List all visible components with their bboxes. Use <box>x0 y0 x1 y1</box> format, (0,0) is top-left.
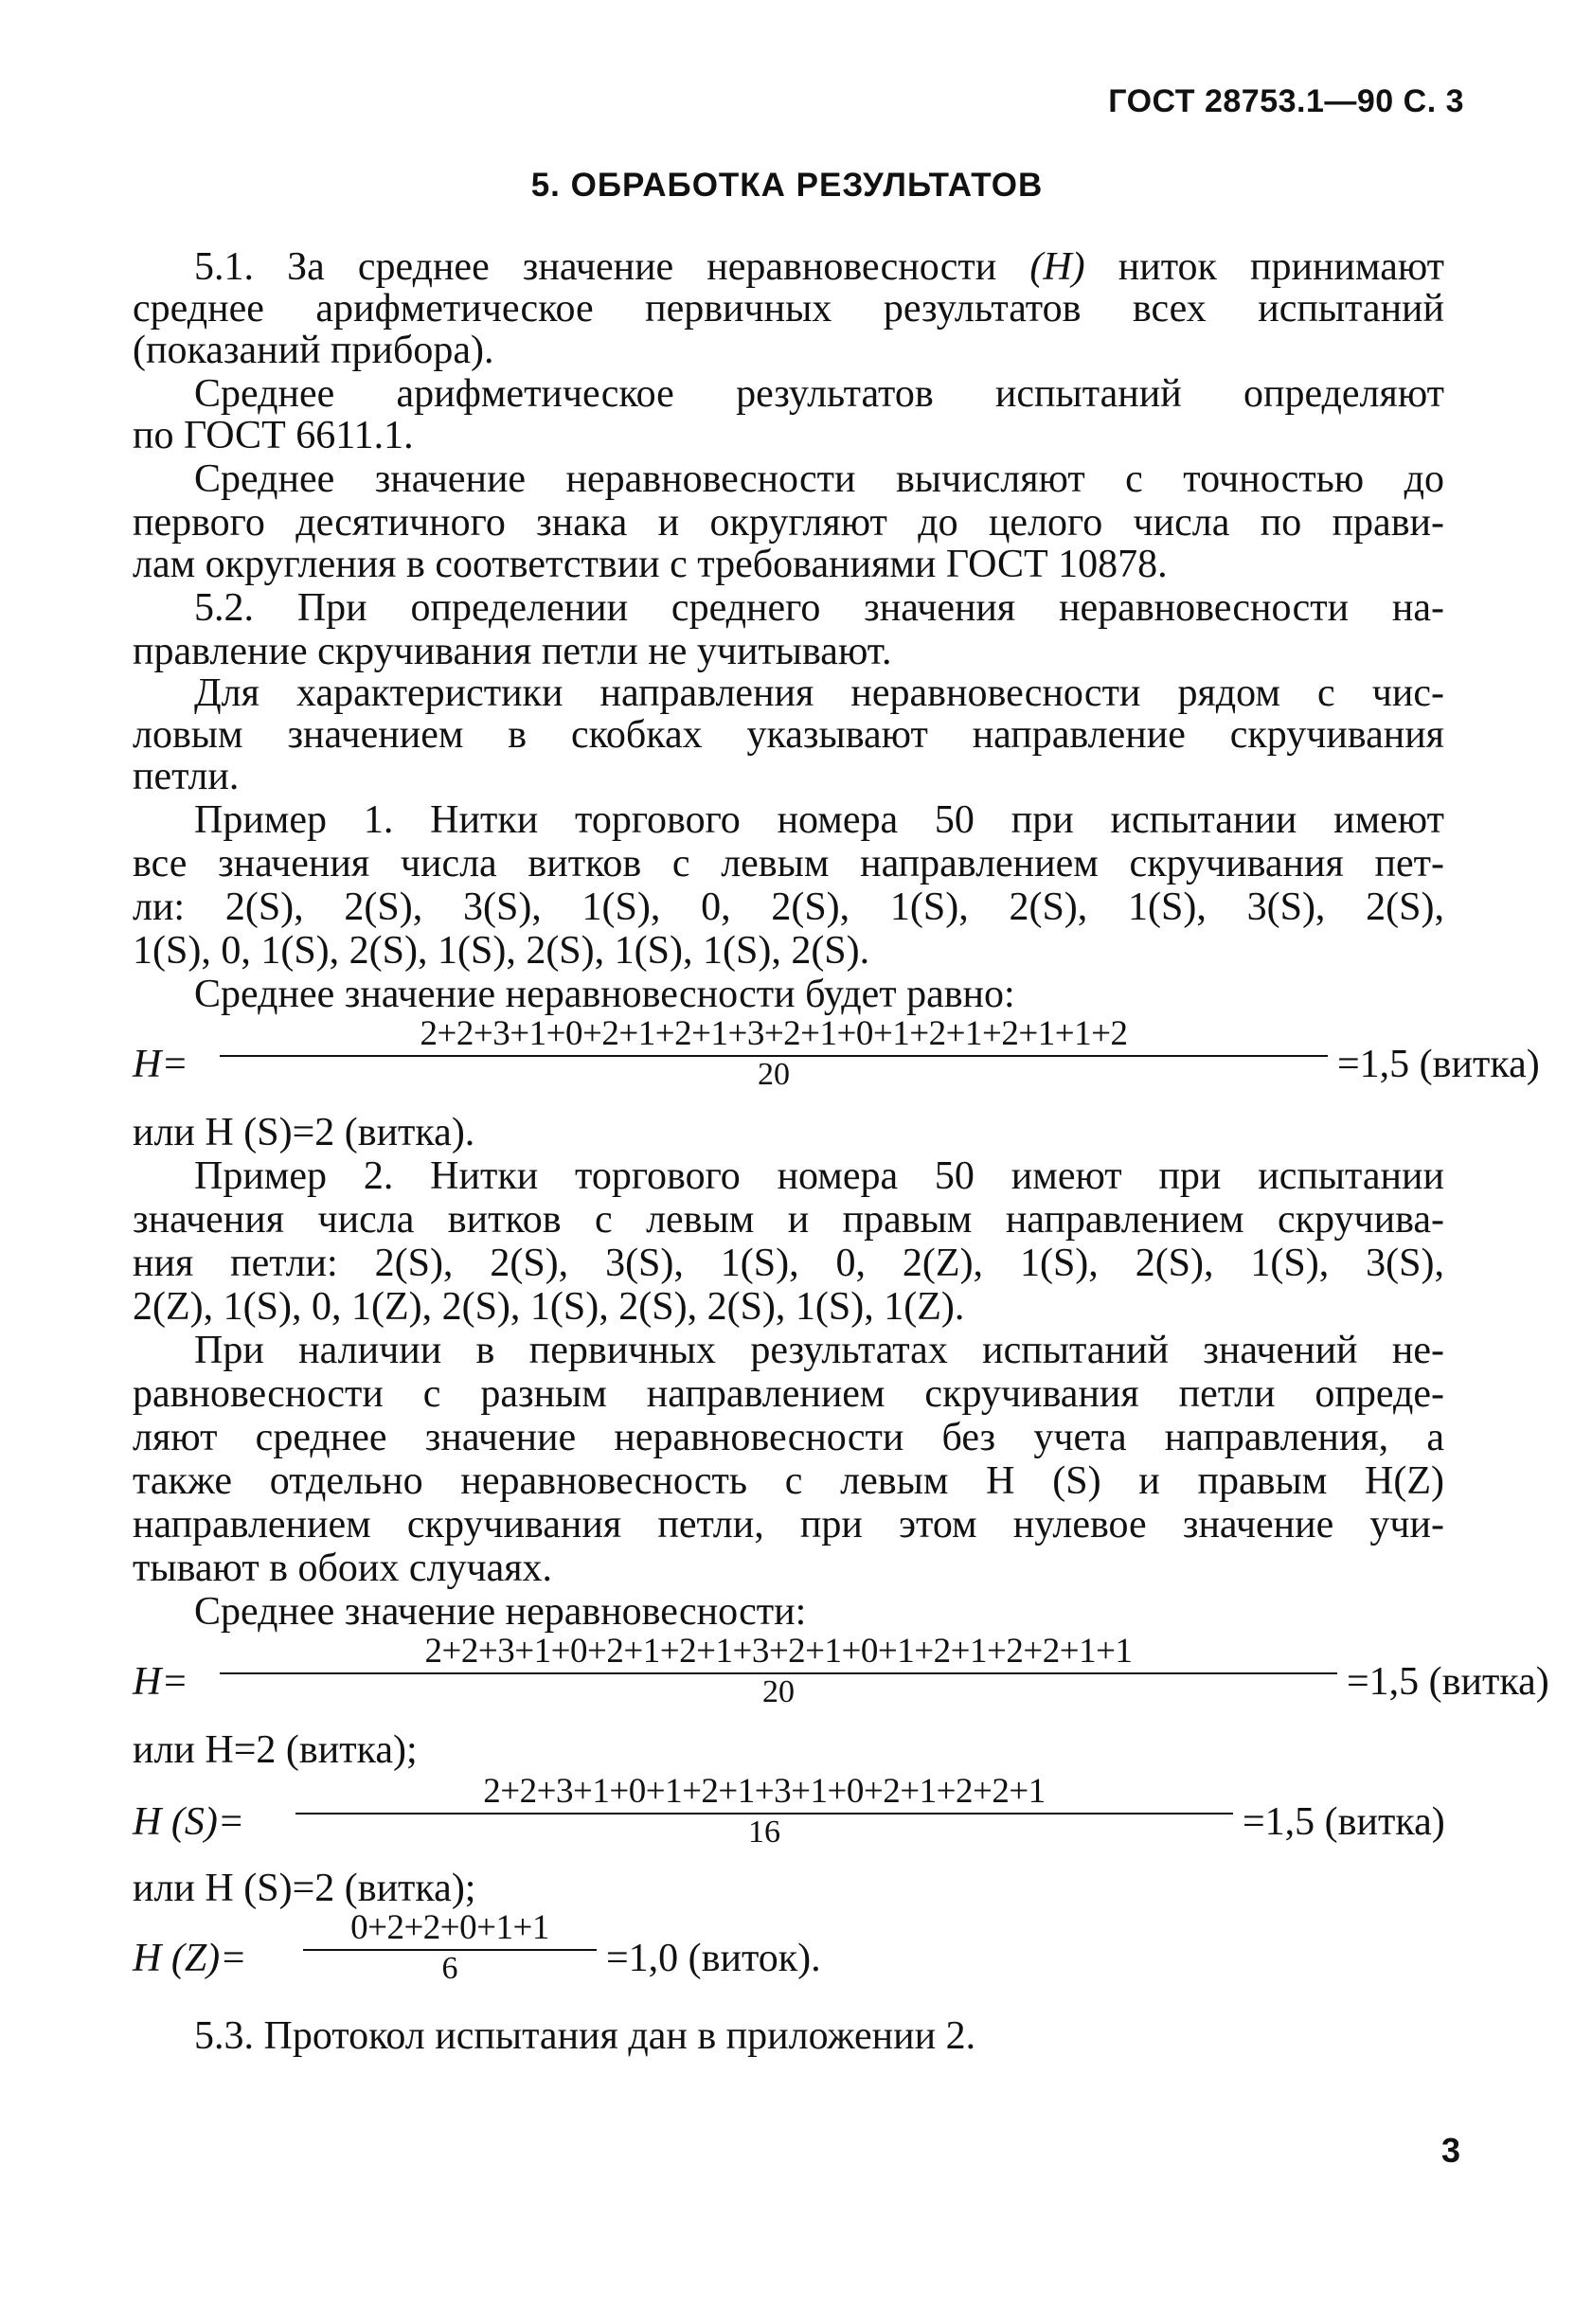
paragraph-line: тывают в обоих случаях. <box>133 1546 553 1590</box>
formula-lhs: H= <box>133 1660 188 1704</box>
formula-fraction <box>303 1909 597 1987</box>
formula-fraction <box>295 1773 1233 1850</box>
formula-mean-example-2 <box>133 1632 1549 1720</box>
paragraph-line: все значения числа витков с левым направлением скручивания пет- <box>133 842 1444 885</box>
formula-numerator: 2+2+3+1+0+2+1+2+1+3+2+1+0+1+2+1+2+1+1+2 <box>420 1014 1128 1053</box>
paragraph-line: также отдельно неравновесность с левым H (S) и правым H(Z) <box>133 1459 1444 1503</box>
page-header: ГОСТ 28753.1—90 С. 3 <box>1108 83 1464 119</box>
paragraph-line: Среднее значение неравновесности: <box>194 1590 807 1634</box>
paragraph-line: значения числа витков с левым и правым направлением скручива- <box>133 1198 1444 1242</box>
paragraph-line: Среднее значение неравновесности будет равно: <box>194 973 1015 1016</box>
paragraph-line: петли. <box>133 755 240 798</box>
paragraph-line: Пример 2. Нитки торгового номера 50 имеют при испытании <box>194 1154 1444 1198</box>
formula-lhs: H= <box>133 1043 188 1086</box>
formula-mean-right <box>133 1909 1444 1996</box>
paragraph-line: 5.2. При определении среднего значения неравновесности на- <box>194 586 1444 630</box>
formula-denominator: 16 <box>748 1815 780 1850</box>
paragraph-line: или H=2 (витка); <box>133 1728 418 1772</box>
paragraph-line: Среднее значение неравновесности вычисляют с точностью до <box>194 457 1444 501</box>
paragraph-line: правление скручивания петли не учитывают. <box>133 630 892 673</box>
paragraph-line: направлением скручивания петли, при этом нулевое значение учи- <box>133 1503 1444 1546</box>
paragraph-line: 1(S), 0, 1(S), 2(S), 1(S), 2(S), 1(S), 1(S), 2(S). <box>133 929 870 973</box>
paragraph-line: среднее арифметическое первичных результатов всех испытаний <box>133 287 1444 331</box>
paragraph-line: равновесности с разным направлением скручивания петли опреде- <box>133 1372 1444 1416</box>
paragraph-line <box>194 244 1444 290</box>
paragraph-line: (показаний прибора). <box>133 329 494 372</box>
formula-numerator: 2+2+3+1+0+1+2+1+3+1+0+2+1+2+2+1 <box>483 1772 1046 1811</box>
paragraph-line: ловым значением в скобках указывают направление скручивания <box>133 713 1444 757</box>
paragraph-line: по ГОСТ 6611.1. <box>133 414 414 457</box>
formula-numerator: 2+2+3+1+0+2+1+2+1+3+2+1+0+1+2+1+2+2+1+1 <box>424 1632 1133 1671</box>
formula-fraction <box>220 1633 1337 1710</box>
paragraph-line: ляют среднее значение неравновесности без учета направления, а <box>133 1416 1444 1459</box>
paragraph-line: или H (S)=2 (витка); <box>133 1867 476 1910</box>
formula-denominator: 20 <box>758 1057 790 1092</box>
formula-rhs: =1,5 (витка) <box>1347 1660 1549 1704</box>
paragraph-line: или H (S)=2 (витка). <box>133 1111 475 1154</box>
paragraph-line: При наличии в первичных результатах испытаний значений не- <box>194 1329 1444 1372</box>
formula-mean-example-1 <box>133 1014 1540 1102</box>
text-fragment: 5.1. За среднее значение неравновесности <box>194 245 997 289</box>
page-number: 3 <box>1440 2131 1460 2170</box>
symbol-h: (H) <box>1029 245 1085 289</box>
formula-fraction <box>220 1015 1328 1093</box>
paragraph-line: Для характеристики направления неравновесности рядом с чис- <box>194 671 1444 715</box>
paragraph-line: ли: 2(S), 2(S), 3(S), 1(S), 0, 2(S), 1(S), 2(S), 1(S), 3(S), 2(S), <box>133 885 1444 929</box>
formula-rhs: =1,5 (витка) <box>1337 1043 1540 1086</box>
paragraph-line: ния петли: 2(S), 2(S), 3(S), 1(S), 0, 2(Z), 1(S), 2(S), 1(S), 3(S), <box>133 1242 1444 1285</box>
paragraph-line: 5.3. Протокол испытания дан в приложении 2. <box>194 2014 976 2058</box>
paragraph-line: Пример 1. Нитки торгового номера 50 при испытании имеют <box>194 798 1444 842</box>
formula-numerator: 0+2+2+0+1+1 <box>350 1908 549 1947</box>
formula-denominator: 6 <box>441 1951 458 1986</box>
formula-mean-left <box>133 1773 1444 1860</box>
paragraph-line: первого десятичного знака и округляют до целого числа по прави- <box>133 501 1444 545</box>
formula-denominator: 20 <box>762 1674 795 1709</box>
section-title: 5. ОБРАБОТКА РЕЗУЛЬТАТОВ <box>530 167 1044 204</box>
paragraph-line: лам округления в соответствии с требованиями ГОСТ 10878. <box>133 543 1168 586</box>
paragraph-line: Среднее арифметическое результатов испытаний определяют <box>194 372 1444 416</box>
paragraph-line: 2(Z), 1(S), 0, 1(Z), 2(S), 1(S), 2(S), 2(S), 1(S), 1(Z). <box>133 1285 965 1329</box>
text-fragment: ниток принимают <box>1118 245 1444 289</box>
formula-rhs: =1,5 (витка) <box>1243 1800 1445 1844</box>
formula-rhs: =1,0 (виток). <box>606 1937 821 1980</box>
formula-lhs: H (S)= <box>133 1800 245 1844</box>
formula-lhs: H (Z)= <box>133 1937 247 1980</box>
